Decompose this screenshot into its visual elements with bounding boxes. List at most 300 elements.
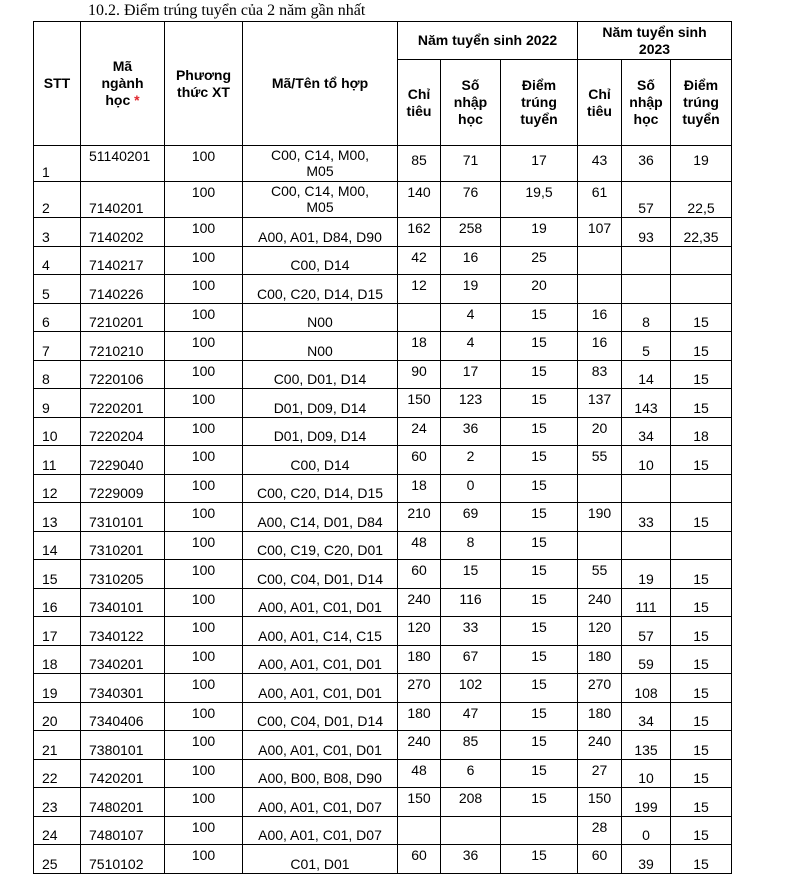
cell-to-hop-text: D01, D09, D14 (273, 428, 367, 444)
cell-chi-tieu-2023-text: 240 (587, 590, 612, 607)
cell-so-nhap-hoc-2023 (622, 389, 671, 418)
cell-to-hop (243, 759, 398, 788)
cell-chi-tieu-2022-text: 24 (411, 419, 427, 436)
cell-diem-2023 (671, 303, 732, 332)
cell-chi-tieu-2023 (578, 702, 622, 731)
cell-phuong-thuc-text: 100 (191, 847, 216, 863)
cell-stt (34, 246, 81, 275)
cell-phuong-thuc-text: 100 (191, 790, 216, 806)
cell-so-nhap-hoc-2023-text: 33 (638, 513, 654, 530)
cell-ma-nganh (81, 446, 165, 475)
cell-stt (34, 588, 81, 617)
cell-diem-2023-text: 22,35 (683, 228, 719, 245)
cell-so-nhap-hoc-2022-text: 258 (458, 220, 483, 236)
cell-phuong-thuc (165, 182, 243, 218)
cell-chi-tieu-2022-text: 210 (407, 505, 431, 521)
cell-ma-nganh-text: 7510102 (89, 855, 144, 872)
cell-chi-tieu-2023 (578, 218, 622, 247)
cell-chi-tieu-2022-text: 18 (411, 476, 427, 493)
cell-chi-tieu-2023 (578, 531, 622, 560)
cell-so-nhap-hoc-2022 (441, 332, 501, 361)
header-stt: STT (34, 22, 81, 146)
cell-chi-tieu-2022 (398, 702, 441, 731)
cell-chi-tieu-2023-text: 150 (587, 790, 612, 806)
cell-chi-tieu-2023-text: 180 (587, 647, 612, 664)
cell-ma-nganh (81, 503, 165, 532)
cell-diem-2022 (501, 588, 578, 617)
cell-ma-nganh (81, 531, 165, 560)
cell-so-nhap-hoc-2023-text: 108 (634, 684, 658, 701)
cell-stt (34, 446, 81, 475)
cell-stt-text: 9 (42, 399, 50, 416)
cell-stt-text: 4 (42, 257, 50, 273)
cell-diem-2022 (501, 246, 578, 275)
cell-so-nhap-hoc-2022 (441, 617, 501, 646)
cell-to-hop (243, 531, 398, 560)
cell-so-nhap-hoc-2023 (622, 731, 671, 760)
cell-stt-text: 7 (42, 342, 50, 359)
cell-so-nhap-hoc-2022-text: 76 (462, 184, 479, 200)
cell-so-nhap-hoc-2022-text: 6 (466, 761, 475, 778)
cell-diem-2022 (501, 303, 578, 332)
cell-to-hop (243, 446, 398, 475)
cell-phuong-thuc-text: 100 (191, 448, 216, 464)
cell-to-hop-text: A00, A01, C01, D07 (258, 798, 382, 815)
cell-diem-2023-text: 15 (693, 314, 709, 330)
cell-chi-tieu-2022 (398, 389, 441, 418)
cell-stt (34, 845, 81, 874)
cell-stt-text: 23 (42, 798, 58, 815)
cell-chi-tieu-2023 (578, 816, 622, 845)
cell-chi-tieu-2022-text: 150 (407, 790, 431, 806)
cell-chi-tieu-2023-text: 55 (591, 448, 608, 464)
cell-ma-nganh-text: 7340101 (89, 599, 144, 615)
cell-phuong-thuc (165, 218, 243, 247)
cell-ma-nganh-text: 7220204 (89, 428, 144, 444)
cell-so-nhap-hoc-2023 (622, 332, 671, 361)
cell-chi-tieu-2022-text: 18 (411, 334, 427, 350)
cell-diem-2023 (671, 845, 732, 874)
table-row (34, 503, 732, 532)
cell-to-hop (243, 332, 398, 361)
cell-so-nhap-hoc-2022 (441, 389, 501, 418)
cell-stt-text: 12 (42, 485, 58, 501)
cell-diem-2022 (501, 702, 578, 731)
cell-diem-2023-text: 22,5 (687, 200, 715, 216)
cell-so-nhap-hoc-2022-text: 208 (458, 790, 483, 806)
cell-to-hop-text: A00, A01, D84, D90 (258, 228, 382, 245)
cell-chi-tieu-2023 (578, 474, 622, 503)
cell-to-hop (243, 588, 398, 617)
cell-so-nhap-hoc-2023 (622, 560, 671, 589)
cell-stt (34, 146, 81, 182)
cell-to-hop (243, 417, 398, 446)
cell-so-nhap-hoc-2023-text: 19 (638, 570, 654, 587)
cell-chi-tieu-2022 (398, 788, 441, 817)
cell-diem-2022 (501, 389, 578, 418)
cell-so-nhap-hoc-2023 (622, 531, 671, 560)
cell-diem-2022-text: 15 (531, 562, 547, 578)
cell-diem-2022-text: 15 (531, 619, 547, 635)
cell-so-nhap-hoc-2023 (622, 845, 671, 874)
cell-stt-text: 3 (42, 228, 50, 245)
cell-so-nhap-hoc-2022-text: 33 (462, 619, 479, 635)
cell-diem-2023 (671, 816, 732, 845)
cell-ma-nganh-text: 7229040 (89, 456, 144, 473)
cell-chi-tieu-2022 (398, 246, 441, 275)
cell-stt-text: 14 (42, 542, 58, 558)
cell-diem-2023 (671, 560, 732, 589)
cell-to-hop-text: A00, A01, C01, D01 (258, 684, 382, 701)
cell-chi-tieu-2023 (578, 417, 622, 446)
cell-so-nhap-hoc-2023 (622, 474, 671, 503)
cell-to-hop-text: A00, A01, C01, D01 (258, 656, 382, 672)
cell-stt-text: 20 (42, 713, 58, 729)
table-row (34, 446, 732, 475)
cell-diem-2023 (671, 474, 732, 503)
cell-chi-tieu-2022 (398, 474, 441, 503)
header-to-hop: Mã/Tên tổ hợp (243, 22, 398, 146)
cell-so-nhap-hoc-2022 (441, 759, 501, 788)
cell-chi-tieu-2023-text: 16 (591, 334, 608, 350)
cell-chi-tieu-2023 (578, 146, 622, 182)
header-diem-2023: Điểm trúng tuyển (671, 60, 732, 146)
cell-chi-tieu-2022-text: 240 (407, 733, 431, 749)
cell-chi-tieu-2023 (578, 503, 622, 532)
cell-chi-tieu-2023 (578, 446, 622, 475)
cell-chi-tieu-2023 (578, 845, 622, 874)
cell-phuong-thuc (165, 560, 243, 589)
cell-ma-nganh (81, 788, 165, 817)
cell-ma-nganh-text: 7140202 (89, 228, 144, 245)
cell-ma-nganh (81, 389, 165, 418)
cell-so-nhap-hoc-2023 (622, 182, 671, 218)
cell-phuong-thuc-text: 100 (191, 305, 216, 322)
cell-chi-tieu-2023 (578, 560, 622, 589)
cell-to-hop-text: A00, B00, B08, D90 (258, 770, 382, 786)
header-so-nhap-hoc-2023: Số nhập học (622, 60, 671, 146)
cell-diem-2023 (671, 674, 732, 703)
cell-to-hop-text: C00, C14, M00, M05 (270, 147, 370, 179)
cell-phuong-thuc-text: 100 (191, 818, 216, 835)
cell-chi-tieu-2022 (398, 275, 441, 304)
cell-so-nhap-hoc-2022-text: 123 (458, 391, 483, 407)
table-row (34, 146, 732, 182)
cell-diem-2022 (501, 617, 578, 646)
cell-chi-tieu-2023 (578, 588, 622, 617)
cell-diem-2023 (671, 218, 732, 247)
cell-diem-2023-text: 15 (693, 399, 709, 416)
cell-so-nhap-hoc-2022-text: 2 (466, 448, 475, 464)
cell-stt-text: 8 (42, 371, 50, 387)
cell-so-nhap-hoc-2022 (441, 588, 501, 617)
cell-stt-text: 2 (42, 200, 50, 216)
cell-to-hop (243, 146, 398, 182)
cell-to-hop-text: C00, C14, M00, M05 (270, 183, 370, 215)
table-row (34, 275, 732, 304)
cell-stt (34, 816, 81, 845)
cell-diem-2023-text: 15 (693, 827, 709, 843)
cell-stt (34, 674, 81, 703)
cell-to-hop-text: C00, C20, D14, D15 (256, 485, 384, 501)
cell-chi-tieu-2022 (398, 218, 441, 247)
cell-stt (34, 417, 81, 446)
cell-diem-2022-text: 15 (531, 676, 547, 692)
cell-diem-2022-text: 19,5 (525, 184, 553, 200)
cell-so-nhap-hoc-2022 (441, 218, 501, 247)
cell-diem-2023 (671, 531, 732, 560)
cell-stt (34, 759, 81, 788)
cell-to-hop (243, 674, 398, 703)
table-row (34, 218, 732, 247)
cell-so-nhap-hoc-2022 (441, 474, 501, 503)
cell-diem-2022-text: 15 (531, 391, 547, 407)
cell-phuong-thuc-text: 100 (191, 647, 216, 664)
cell-diem-2023-text: 15 (693, 342, 709, 359)
cell-phuong-thuc (165, 645, 243, 674)
cell-ma-nganh-text: 7310201 (89, 542, 144, 558)
cell-diem-2022 (501, 503, 578, 532)
cell-stt (34, 360, 81, 389)
cell-phuong-thuc-text: 100 (191, 277, 216, 293)
cell-phuong-thuc-text: 100 (191, 419, 216, 436)
cell-so-nhap-hoc-2023-text: 10 (638, 770, 654, 786)
cell-to-hop (243, 503, 398, 532)
cell-diem-2023-text: 15 (693, 713, 709, 729)
cell-ma-nganh (81, 417, 165, 446)
cell-ma-nganh (81, 645, 165, 674)
cell-phuong-thuc (165, 816, 243, 845)
cell-so-nhap-hoc-2022-text: 16 (462, 248, 479, 265)
table-row (34, 182, 732, 218)
cell-diem-2023-text: 15 (693, 599, 709, 615)
cell-ma-nganh-text: 7340406 (89, 713, 144, 729)
cell-to-hop-text: C00, C20, D14, D15 (256, 285, 384, 302)
cell-chi-tieu-2022 (398, 731, 441, 760)
cell-chi-tieu-2023-text: 107 (587, 220, 612, 236)
table-row (34, 816, 732, 845)
cell-phuong-thuc-text: 100 (191, 590, 216, 607)
cell-chi-tieu-2022 (398, 759, 441, 788)
cell-to-hop-text: D01, D09, D14 (273, 399, 367, 416)
cell-chi-tieu-2023-text: 240 (587, 733, 612, 749)
cell-stt (34, 560, 81, 589)
cell-stt-text: 16 (42, 599, 58, 615)
cell-chi-tieu-2022-text: 240 (407, 590, 431, 607)
cell-chi-tieu-2023-text: 190 (587, 505, 612, 521)
cell-to-hop-text: A00, A01, C14, C15 (258, 627, 382, 644)
table-row (34, 474, 732, 503)
cell-diem-2023 (671, 446, 732, 475)
cell-so-nhap-hoc-2022-text: 15 (462, 562, 479, 578)
cell-stt-text: 6 (42, 314, 50, 330)
cell-chi-tieu-2023 (578, 731, 622, 760)
cell-stt-text: 15 (42, 570, 58, 587)
cell-diem-2022 (501, 531, 578, 560)
header-phuong-thuc: Phương thức XT (165, 22, 243, 146)
cell-diem-2022 (501, 218, 578, 247)
cell-diem-2023 (671, 246, 732, 275)
cell-diem-2022-text: 25 (531, 248, 547, 265)
cell-chi-tieu-2023-text: 270 (587, 676, 612, 692)
cell-to-hop (243, 275, 398, 304)
cell-ma-nganh-text: 7229009 (89, 485, 144, 501)
cell-so-nhap-hoc-2022 (441, 417, 501, 446)
cell-diem-2023 (671, 759, 732, 788)
cell-so-nhap-hoc-2023-text: 143 (634, 399, 658, 416)
cell-diem-2023 (671, 417, 732, 446)
cell-stt-text: 24 (42, 827, 58, 843)
cell-chi-tieu-2023 (578, 303, 622, 332)
cell-to-hop (243, 389, 398, 418)
cell-diem-2022-text: 15 (531, 362, 547, 379)
cell-to-hop-text: A00, A01, C01, D01 (258, 599, 382, 615)
cell-stt (34, 531, 81, 560)
cell-to-hop-text: N00 (307, 342, 333, 359)
cell-phuong-thuc (165, 759, 243, 788)
cell-ma-nganh (81, 332, 165, 361)
cell-chi-tieu-2023-text: 16 (591, 305, 608, 322)
cell-diem-2022 (501, 275, 578, 304)
cell-chi-tieu-2022 (398, 417, 441, 446)
cell-so-nhap-hoc-2023-text: 57 (638, 200, 654, 216)
cell-so-nhap-hoc-2022 (441, 503, 501, 532)
cell-ma-nganh-text: 51140201 (89, 148, 151, 164)
cell-to-hop (243, 702, 398, 731)
cell-so-nhap-hoc-2022 (441, 275, 501, 304)
cell-diem-2023-text: 15 (693, 770, 709, 786)
cell-so-nhap-hoc-2023 (622, 788, 671, 817)
cell-diem-2023-text: 15 (693, 855, 709, 872)
cell-chi-tieu-2023 (578, 182, 622, 218)
cell-chi-tieu-2022 (398, 503, 441, 532)
cell-ma-nganh (81, 474, 165, 503)
cell-to-hop-text: A00, A01, C01, D07 (258, 827, 382, 843)
cell-so-nhap-hoc-2022-text: 17 (462, 362, 479, 379)
cell-so-nhap-hoc-2023-text: 10 (638, 456, 654, 473)
cell-phuong-thuc (165, 674, 243, 703)
cell-so-nhap-hoc-2023 (622, 816, 671, 845)
cell-ma-nganh-text: 7220201 (89, 399, 144, 416)
cell-phuong-thuc (165, 446, 243, 475)
cell-ma-nganh-text: 7140217 (89, 257, 144, 273)
cell-diem-2023-text: 15 (693, 656, 709, 672)
cell-chi-tieu-2022 (398, 617, 441, 646)
cell-phuong-thuc (165, 845, 243, 874)
cell-so-nhap-hoc-2023-text: 199 (634, 798, 658, 815)
cell-ma-nganh-text: 7210201 (89, 314, 144, 330)
cell-ma-nganh-text: 7420201 (89, 770, 144, 786)
cell-phuong-thuc (165, 360, 243, 389)
cell-so-nhap-hoc-2023 (622, 360, 671, 389)
cell-chi-tieu-2022 (398, 588, 441, 617)
cell-ma-nganh (81, 845, 165, 874)
cell-ma-nganh (81, 731, 165, 760)
table-row (34, 531, 732, 560)
cell-to-hop (243, 182, 398, 218)
cell-so-nhap-hoc-2023 (622, 218, 671, 247)
cell-to-hop (243, 218, 398, 247)
cell-ma-nganh (81, 816, 165, 845)
required-star: * (134, 92, 140, 108)
cell-ma-nganh (81, 560, 165, 589)
cell-so-nhap-hoc-2023 (622, 275, 671, 304)
cell-phuong-thuc-text: 100 (191, 505, 216, 521)
cell-diem-2022 (501, 417, 578, 446)
cell-phuong-thuc-text: 100 (191, 704, 216, 721)
cell-to-hop (243, 816, 398, 845)
cell-chi-tieu-2022-text: 270 (407, 676, 431, 692)
cell-phuong-thuc (165, 617, 243, 646)
cell-so-nhap-hoc-2023-text: 39 (638, 855, 654, 872)
cell-diem-2022 (501, 332, 578, 361)
cell-chi-tieu-2022-text: 60 (411, 847, 427, 863)
cell-so-nhap-hoc-2023-text: 93 (638, 228, 654, 245)
table-row (34, 759, 732, 788)
cell-diem-2023 (671, 702, 732, 731)
cell-diem-2022-text: 15 (531, 305, 547, 322)
cell-chi-tieu-2023 (578, 617, 622, 646)
cell-ma-nganh-text: 7220106 (89, 371, 144, 387)
cell-so-nhap-hoc-2023 (622, 674, 671, 703)
cell-so-nhap-hoc-2023 (622, 446, 671, 475)
cell-diem-2022-text: 15 (531, 847, 547, 863)
cell-so-nhap-hoc-2023-text: 0 (642, 827, 650, 843)
cell-so-nhap-hoc-2023 (622, 303, 671, 332)
cell-ma-nganh-text: 7480107 (89, 827, 144, 843)
cell-to-hop (243, 474, 398, 503)
cell-phuong-thuc-text: 100 (191, 248, 216, 265)
cell-chi-tieu-2022-text: 140 (407, 184, 431, 200)
cell-to-hop-text: C01, D01 (290, 855, 350, 872)
cell-stt-text: 17 (42, 627, 58, 644)
cell-diem-2022 (501, 645, 578, 674)
cell-ma-nganh (81, 759, 165, 788)
cell-chi-tieu-2023 (578, 246, 622, 275)
cell-diem-2023 (671, 731, 732, 760)
cell-diem-2023-text: 19 (693, 152, 709, 168)
cell-stt (34, 275, 81, 304)
cell-chi-tieu-2022-text: 12 (411, 277, 427, 293)
cell-diem-2022-text: 17 (531, 152, 547, 168)
cell-chi-tieu-2022 (398, 146, 441, 182)
cell-so-nhap-hoc-2022-text: 36 (462, 847, 479, 863)
cell-so-nhap-hoc-2022-text: 71 (462, 152, 479, 168)
cell-phuong-thuc-text: 100 (191, 362, 216, 379)
cell-phuong-thuc (165, 474, 243, 503)
header-ma-nganh: Mã ngành học * (81, 22, 165, 146)
header-year-2022: Năm tuyển sinh 2022 (398, 22, 578, 60)
table-row (34, 332, 732, 361)
cell-so-nhap-hoc-2022 (441, 246, 501, 275)
header-diem-2022: Điểm trúng tuyển (501, 60, 578, 146)
cell-chi-tieu-2022 (398, 560, 441, 589)
cell-to-hop-text: A00, C14, D01, D84 (257, 513, 383, 530)
cell-diem-2022 (501, 560, 578, 589)
cell-diem-2022 (501, 360, 578, 389)
cell-chi-tieu-2023 (578, 389, 622, 418)
table-row (34, 845, 732, 874)
cell-diem-2022-text: 19 (531, 220, 547, 236)
cell-diem-2022 (501, 446, 578, 475)
cell-phuong-thuc (165, 788, 243, 817)
cell-phuong-thuc (165, 588, 243, 617)
cell-stt-text: 13 (42, 513, 58, 530)
cell-chi-tieu-2023-text: 120 (587, 619, 612, 635)
cell-diem-2022-text: 15 (531, 790, 547, 806)
cell-diem-2022 (501, 731, 578, 760)
cell-so-nhap-hoc-2022-text: 116 (459, 590, 482, 607)
